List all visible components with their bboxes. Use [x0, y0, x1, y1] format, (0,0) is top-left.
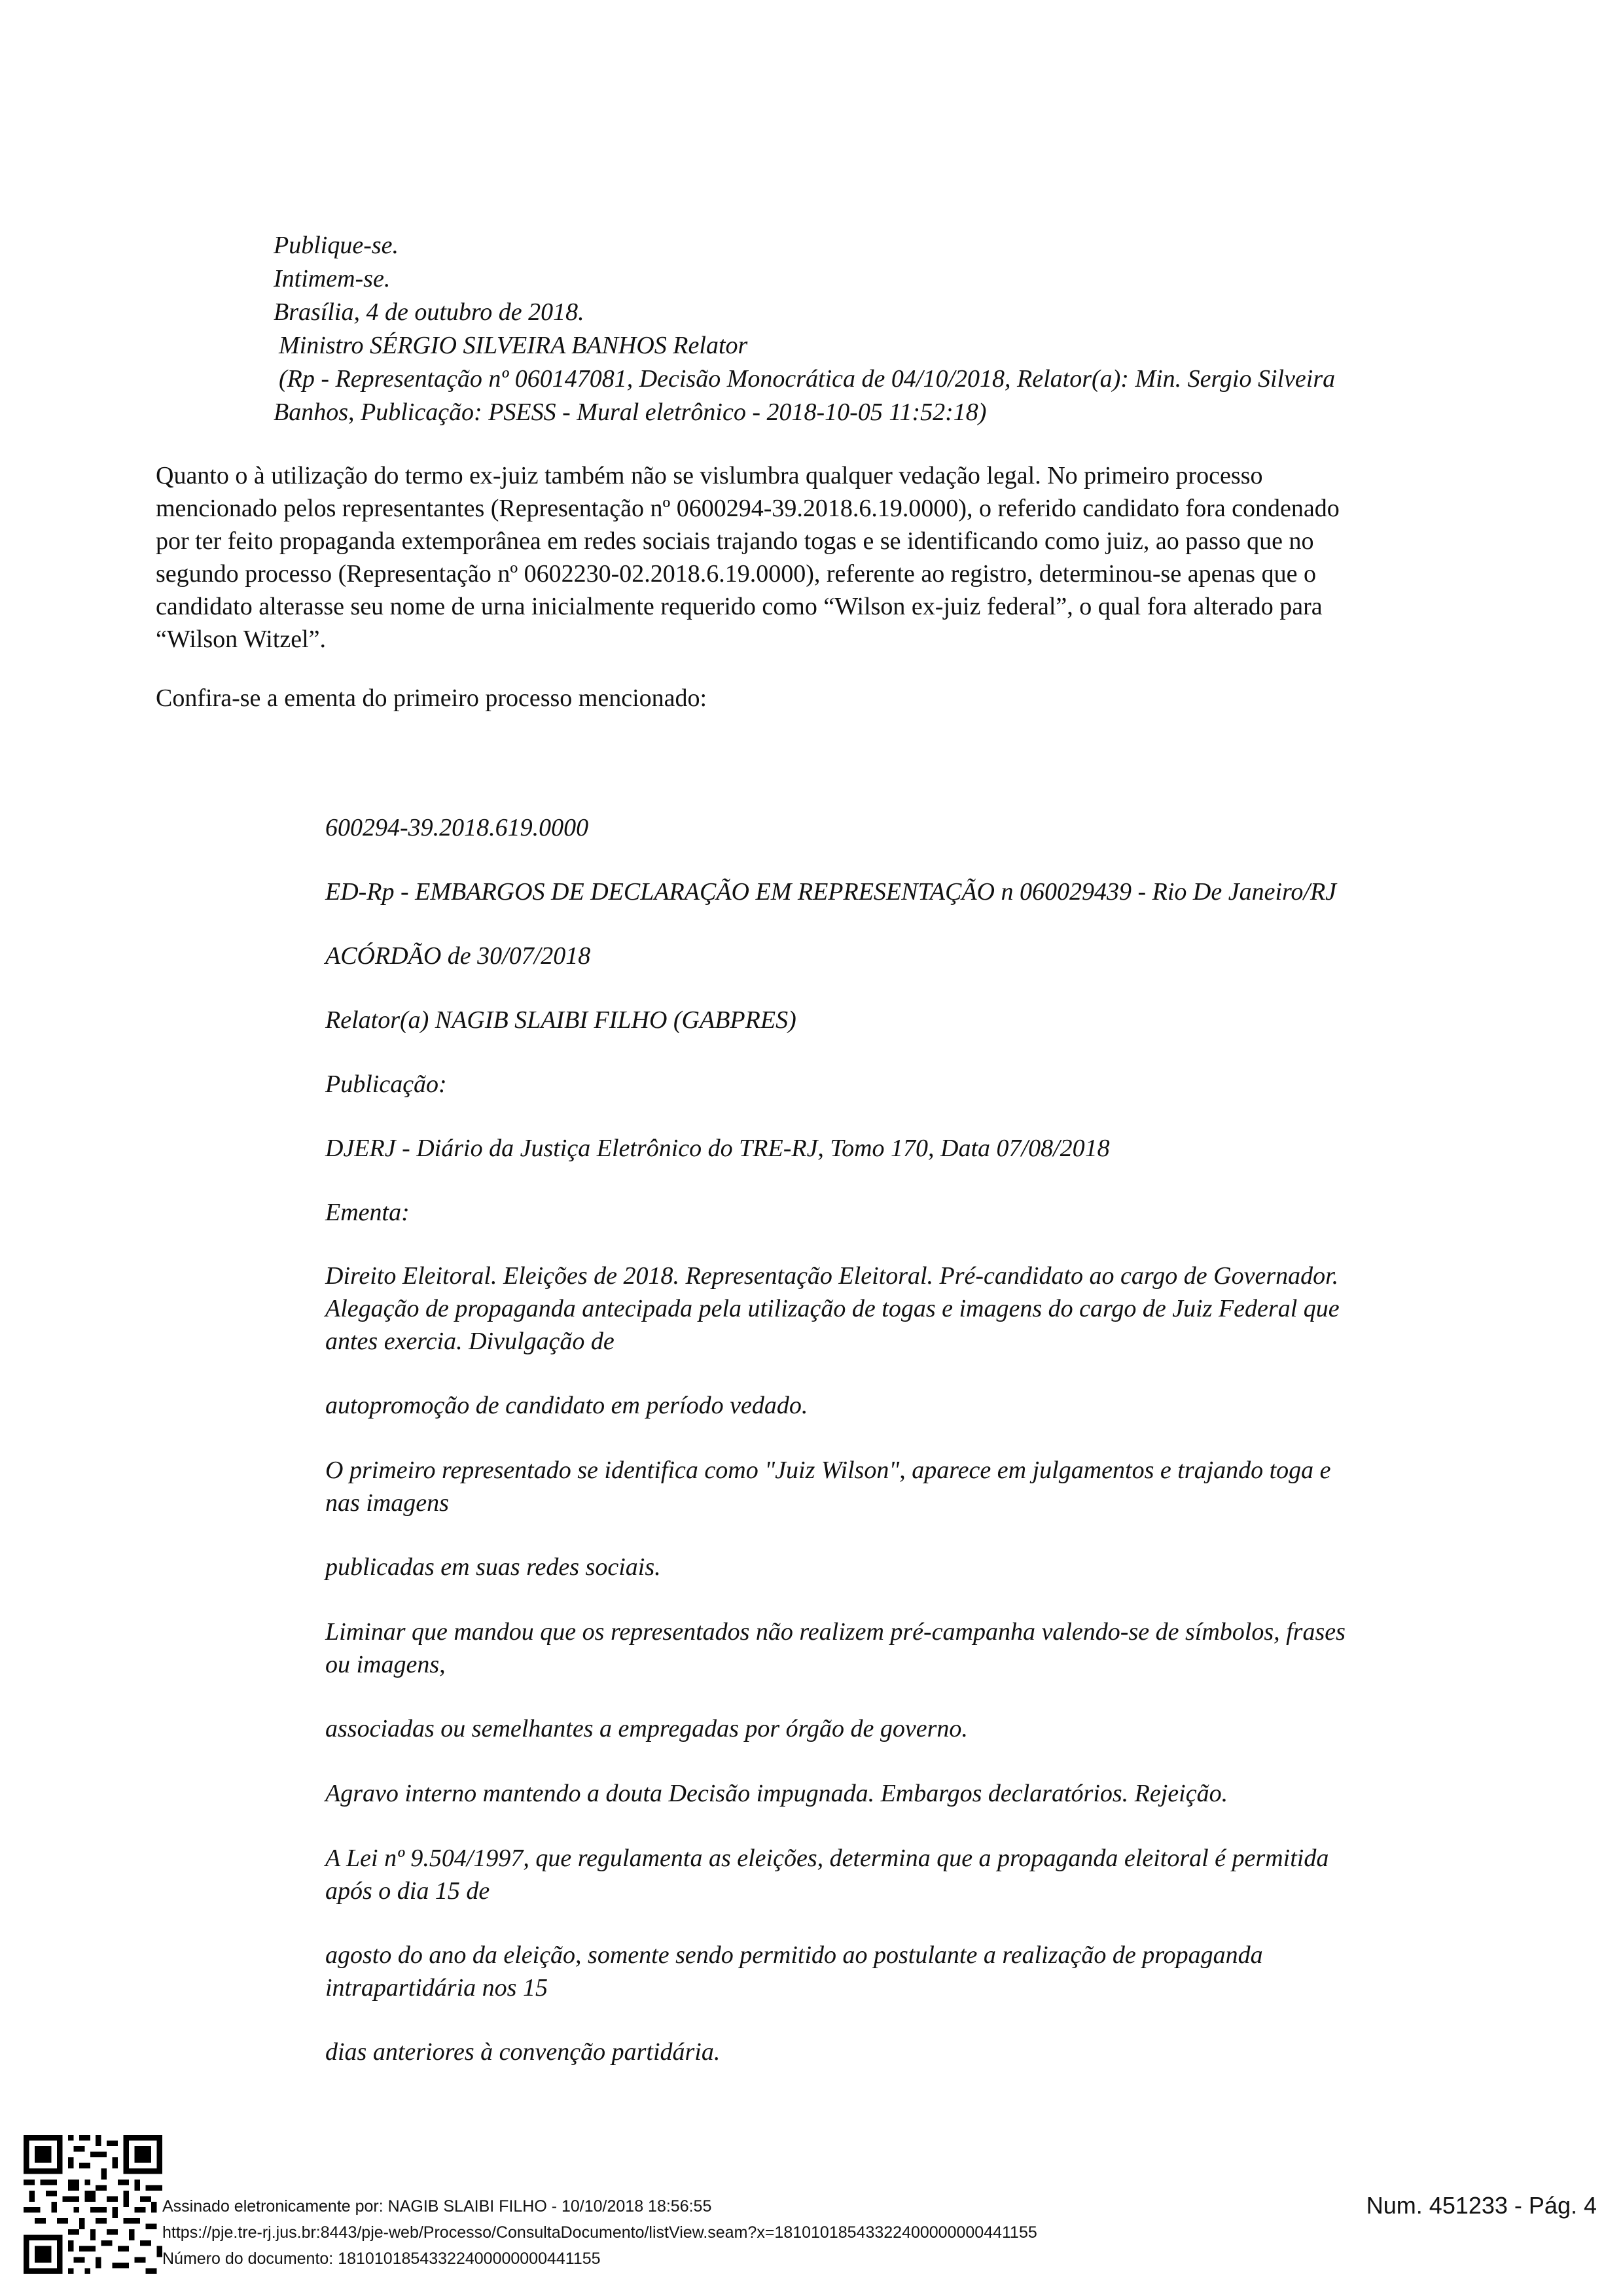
ementa-line: Alegação de propaganda antecipada pela utilização de togas e imagens do cargo de Juiz Federal que [325, 1295, 1340, 1322]
paragraph-line: segundo processo (Representação nº 0602230-02.2018.6.19.0000), referente ao registro, determinou-se apenas que o [156, 560, 1316, 588]
document-url[interactable]: https://pje.tre-rj.jus.br:8443/pje-web/Processo/ConsultaDocumento/listView.seam?x=18101018543322400000000441155 [162, 2223, 1037, 2242]
ementa-line: antes exercia. Divulgação de [325, 1328, 615, 1355]
citation-line-1: (Rp - Representação nº 060147081, Decisão Monocrática de 04/10/2018, Relator(a): Min. Sergio Silveira [279, 365, 1336, 393]
paragraph-line: candidato alterasse seu nome de urna inicialmente requerido como “Wilson ex-juiz federal”, o qual fora alterado para [156, 593, 1323, 620]
ementa-line: Liminar que mandou que os representados não realizem pré-campanha valendo-se de símbolos, frases [325, 1618, 1346, 1646]
document-number: Número do documento: 18101018543322400000000441155 [162, 2250, 601, 2268]
ementa-label: Ementa: [325, 1199, 410, 1226]
paragraph-line: por ter feito propaganda extemporânea em redes sociais trajando togas e se identificando como juiz, ao passo que no [156, 527, 1314, 555]
ementa-line: após o dia 15 de [325, 1877, 490, 1905]
paragraph-line: mencionado pelos representantes (Representação nº 0600294-39.2018.6.19.0000), o referido candidato fora condenado [156, 495, 1340, 522]
ementa-line: O primeiro representado se identifica como "Juiz Wilson", aparece em julgamentos e trajando toga e [325, 1457, 1331, 1484]
ementa-line: publicadas em suas redes sociais. [325, 1553, 661, 1581]
ementa-line: dias anteriores à convenção partidária. [325, 2038, 721, 2066]
page-number: Num. 451233 - Pág. 4 [1366, 2192, 1597, 2219]
process-class: ED-Rp - EMBARGOS DE DECLARAÇÃO EM REPRESENTAÇÃO n 060029439 - Rio De Janeiro/RJ [325, 878, 1337, 906]
signature-footer [162, 2193, 1037, 2272]
ementa-line: A Lei nº 9.504/1997, que regulamenta as eleições, determina que a propaganda eleitoral é permitida [325, 1845, 1329, 1872]
qr-code-icon [24, 2135, 162, 2274]
paragraph-line: Quanto o à utilização do termo ex-juiz também não se vislumbra qualquer vedação legal. No primeiro processo [156, 462, 1263, 489]
ementa-line: agosto do ano da eleição, somente sendo permitido ao postulante a realização de propaganda [325, 1941, 1263, 1969]
ementa-line: Direito Eleitoral. Eleições de 2018. Representação Eleitoral. Pré-candidato ao cargo de Governador. [325, 1262, 1339, 1290]
publication-block [274, 229, 1386, 429]
publicacao-label: Publicação: [325, 1070, 447, 1098]
ementa-line: ou imagens, [325, 1651, 446, 1678]
citation-line-2: Banhos, Publicação: PSESS - Mural eletrônico - 2018-10-05 11:52:18) [274, 398, 987, 426]
relator: Relator(a) NAGIB SLAIBI FILHO (GABPRES) [325, 1006, 796, 1034]
ementa-line: associadas ou semelhantes a empregadas por órgão de governo. [325, 1715, 968, 1742]
process-number: 600294-39.2018.619.0000 [325, 814, 589, 841]
place-date-line: Brasília, 4 de outubro de 2018. [274, 298, 584, 326]
paragraph-line: “Wilson Witzel”. [156, 626, 327, 653]
publique-line: Publique-se. [274, 232, 399, 259]
confira-line: Confira-se a ementa do primeiro processo mencionado: [156, 684, 707, 712]
intimem-line: Intimem-se. [274, 265, 391, 292]
ementa-line: autopromoção de candidato em período vedado. [325, 1392, 808, 1419]
publicacao-value: DJERJ - Diário da Justiça Eletrônico do TRE-RJ, Tomo 170, Data 07/08/2018 [325, 1135, 1110, 1162]
minister-line: Ministro SÉRGIO SILVEIRA BANHOS Relator [279, 332, 748, 359]
acordao-date: ACÓRDÃO de 30/07/2018 [325, 942, 591, 970]
ementa-line: nas imagens [325, 1489, 449, 1517]
body-paragraph [156, 459, 1399, 656]
signed-by-line: Assinado eletronicamente por: NAGIB SLAIBI FILHO - 10/10/2018 18:56:55 [162, 2197, 712, 2216]
ementa-line: intrapartidária nos 15 [325, 1974, 548, 2002]
ementa-line: Agravo interno mantendo a douta Decisão impugnada. Embargos declaratórios. Rejeição. [325, 1780, 1228, 1807]
